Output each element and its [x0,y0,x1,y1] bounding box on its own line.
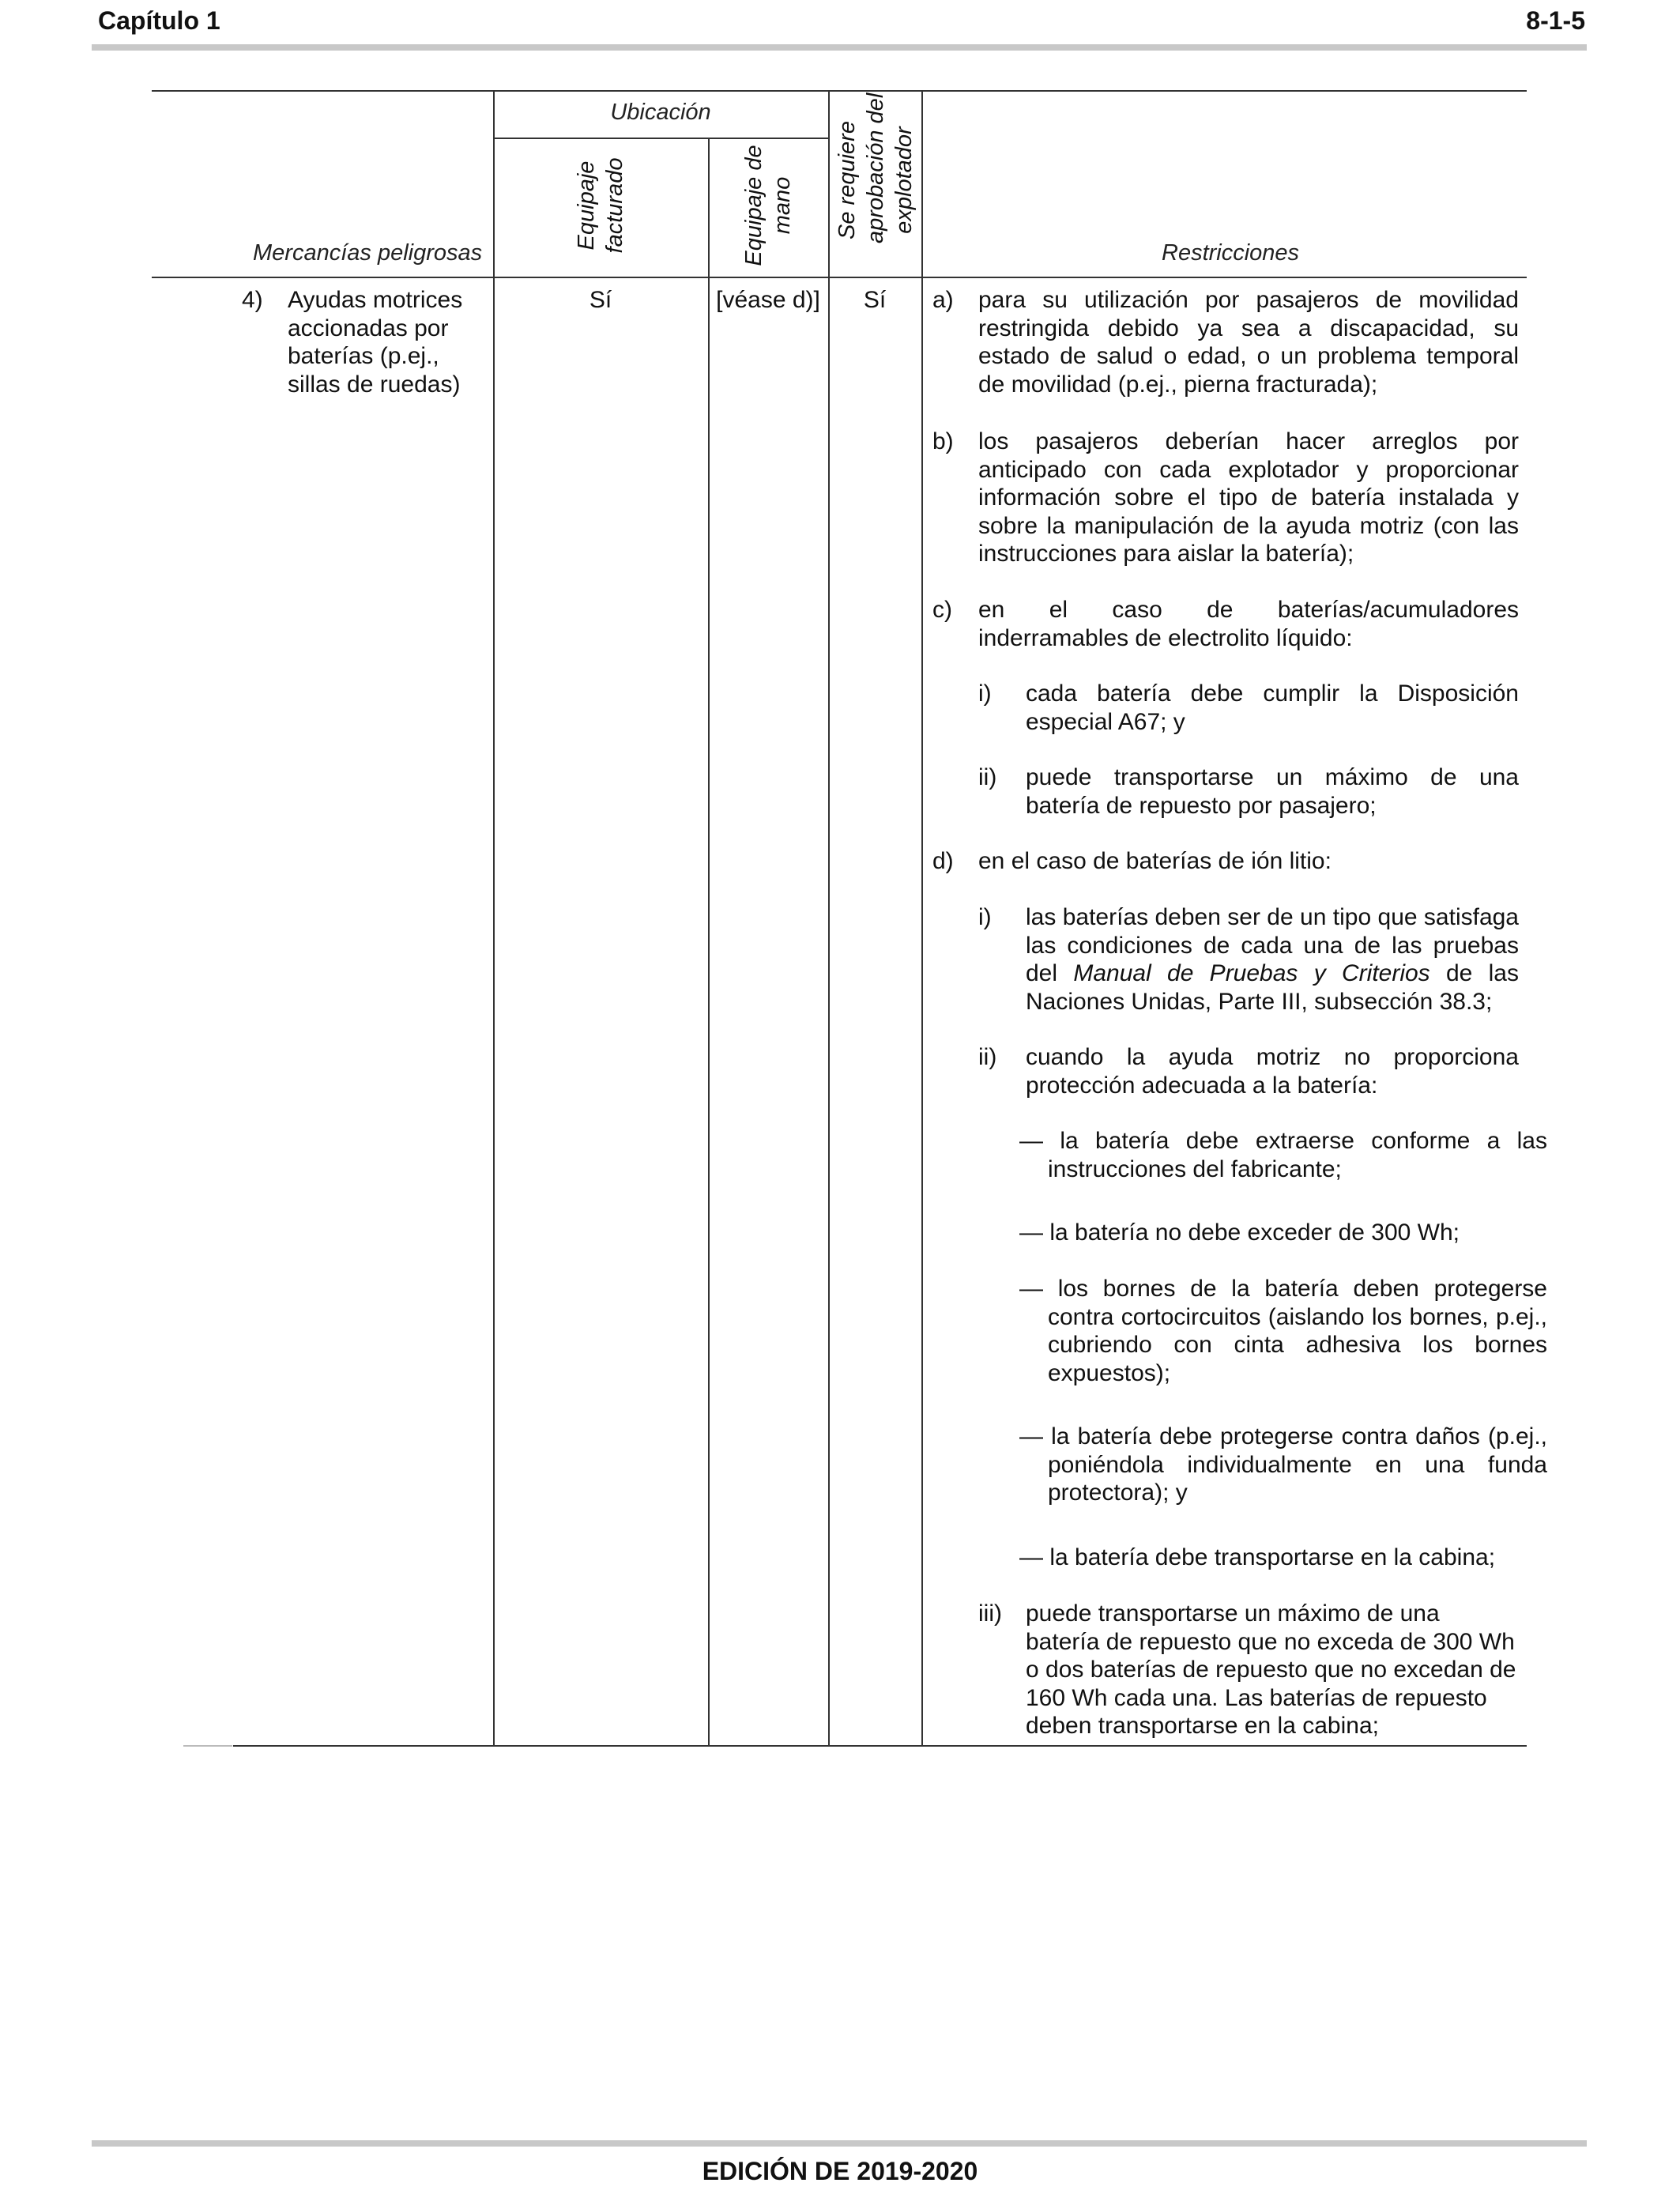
operator-approval-header: Se requiere aprobación del explotador [834,92,917,243]
dash-item: — la batería debe transportarse en la cabina; [1019,1544,1496,1570]
header-bottom-border [152,277,1527,278]
dash-item: — la batería debe protegerse contra daños (p.ej., poniéndola individualmente en una funda protectora); y [1019,1423,1547,1506]
footer-rule [92,2140,1587,2147]
restriction-sublabel: i) [978,680,992,707]
restriction-label: a) [932,287,954,313]
restriction-a: para su utilización por pasajeros de movilidad restringida debido ya sea a discapacidad, su estado de salud o edad, o un problema temporal de movilidad (p.ej., pierna fracturada); [978,287,1519,398]
column-divider [708,138,710,1747]
row-number: 4) [242,287,263,313]
restriction-label: c) [932,597,952,623]
checked-value: Sí [589,287,612,313]
table-bottom-border [233,1745,1527,1747]
approval-value: Sí [863,287,887,313]
restriction-sublabel: ii) [978,1044,997,1070]
column-divider [493,90,495,1747]
column-divider [921,90,923,1747]
restriction-label: d) [932,848,954,874]
restriction-c-i: cada batería debe cumplir la Disposición especial A67; y [1026,680,1519,735]
carry-on-baggage-header: Equipaje de mano [741,145,795,266]
restriction-c-ii: puede transportarse un máximo de una batería de repuesto por pasajero; [1026,764,1519,819]
manual-title: Manual de Pruebas y Criterios [1073,960,1430,987]
restriction-label: b) [932,428,954,454]
header-rule [92,44,1587,51]
dash-item: — la batería no debe exceder de 300 Wh; [1019,1220,1460,1246]
restrictions-header: Restricciones [1162,240,1300,266]
edition-footer: EDICIÓN DE 2019-2020 [702,2157,978,2185]
location-group-underline [493,138,828,139]
chapter-title: Capítulo 1 [98,6,220,35]
restriction-sublabel: i) [978,904,992,930]
table-bottom-border-faint [183,1745,232,1747]
restriction-sublabel: iii) [978,1600,1002,1627]
restriction-d-iii: puede transportarse un máximo de una batería de repuesto que no exceda de 300 Wh o dos baterías de repuesto que no excedan de 160 Wh cada una. Las baterías de repuesto deben transportarse en la cabina; [1026,1600,1516,1740]
column-divider [828,90,830,1747]
restriction-c: en el caso de baterías/acumuladores inderramables de electrolito líquido: [978,597,1519,651]
dash-item: — la batería debe extraerse conforme a las instrucciones del fabricante; [1019,1128,1547,1182]
table-top-border [152,90,1527,92]
dangerous-goods-header: Mercancías peligrosas [253,240,483,266]
restriction-d-ii: cuando la ayuda motriz no proporciona protección adecuada a la batería: [1026,1044,1519,1099]
location-header: Ubicación [610,100,711,125]
restriction-d: en el caso de baterías de ión litio: [978,848,1332,874]
page-number: 8-1-5 [1526,6,1585,35]
restriction-d-i: las baterías deben ser de un tipo que satisfaga las condiciones de cada una de las pruebas del Manual de Pruebas y Criterios de las Naciones Unidas, Parte III, subsección 38.3; [1026,904,1519,1015]
restriction-sublabel: ii) [978,764,997,790]
checked-baggage-header: Equipaje facturado [574,157,627,254]
carry-on-value: [véase d)] [716,287,820,313]
item-description: Ayudas motrices accionadas por baterías (p.ej., sillas de ruedas) [288,287,463,398]
dash-item: — los bornes de la batería deben protegerse contra cortocircuitos (aislando los bornes, p.ej., cubriendo con cinta adhesiva los bornes expuestos); [1019,1276,1547,1386]
restriction-b: los pasajeros deberían hacer arreglos por anticipado con cada explotador y proporcionar información sobre el tipo de batería instalada y sobre la manipulación de la ayuda motriz (con las instrucciones para aislar la batería); [978,428,1519,567]
